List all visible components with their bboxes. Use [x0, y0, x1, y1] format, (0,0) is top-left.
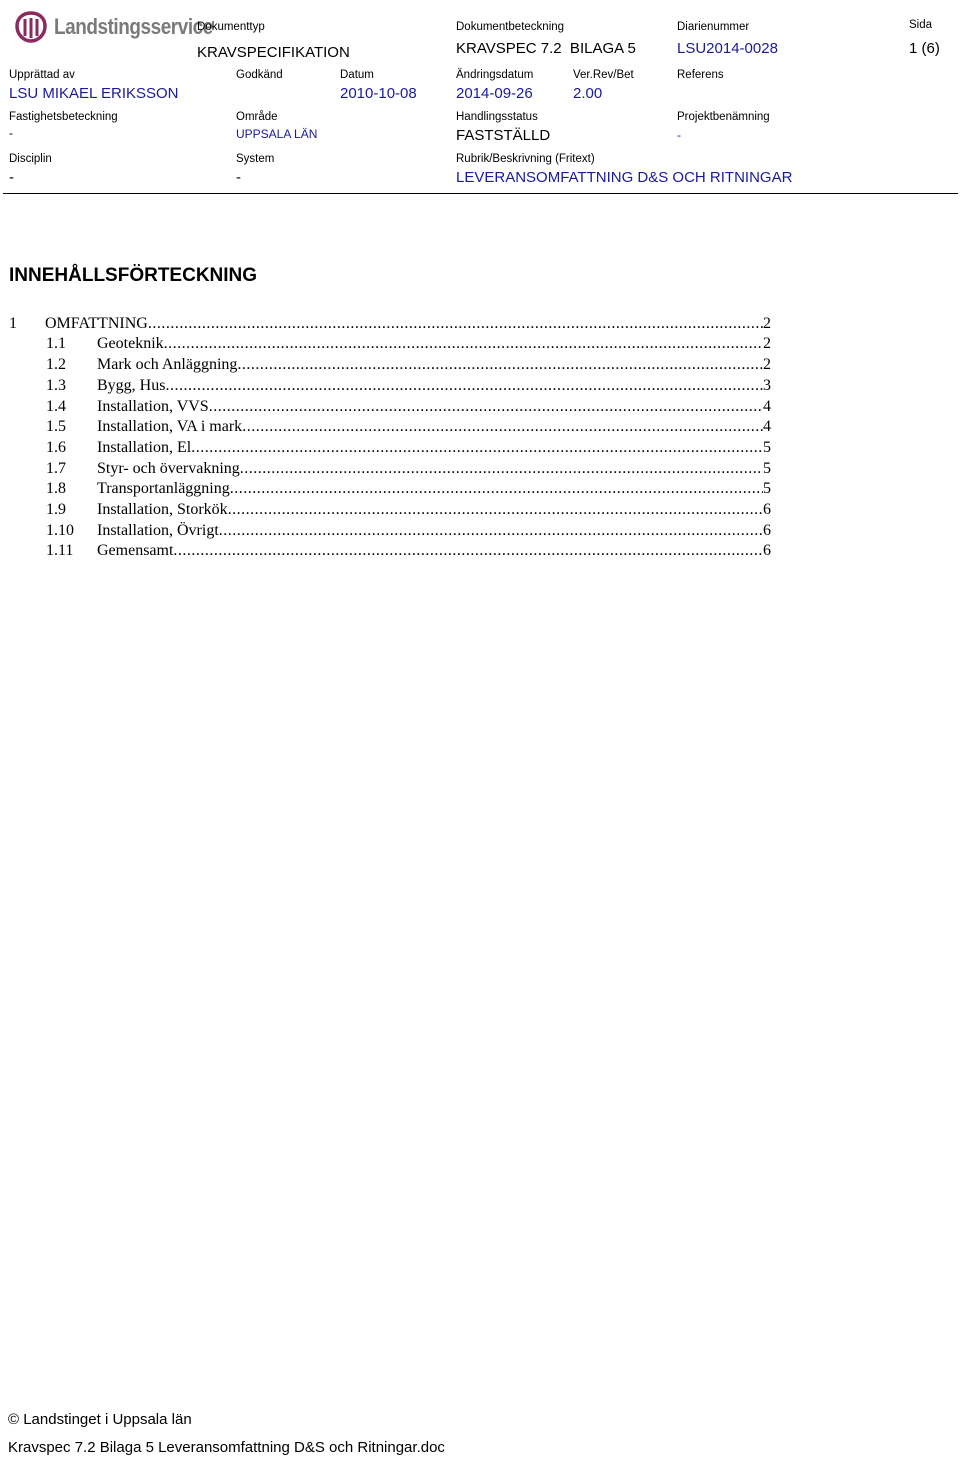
toc-leader [164, 335, 763, 353]
omrade-label: Område [236, 111, 278, 123]
toc-title: INNEHÅLLSFÖRTECKNING [9, 265, 258, 286]
toc-leader [230, 480, 763, 498]
disciplin-value: - [9, 169, 14, 186]
godkand-label: Godkänd [236, 69, 283, 81]
dokumenttyp-label: Dokumenttyp [197, 21, 265, 33]
toc-entry-number: 1.6 [46, 439, 66, 456]
sida-value: 1 (6) [909, 40, 940, 57]
toc-entry-page: 2 [763, 315, 771, 332]
system-label: System [236, 153, 275, 165]
dokumenttyp-value: KRAVSPECIFIKATION [197, 44, 350, 61]
datum-label: Datum [340, 69, 374, 81]
toc-entry-page: 5 [763, 460, 771, 477]
landstingsservice-logo-icon [14, 10, 48, 44]
footer-copyright: © Landstinget i Uppsala län [8, 1411, 192, 1428]
toc-leader [209, 398, 763, 416]
toc-entry-title: Installation, VA i mark [97, 418, 243, 435]
sida-label: Sida [909, 19, 933, 31]
toc-entry-title: Installation, El [97, 439, 192, 456]
toc-entry[interactable] [9, 437, 771, 457]
fastighet-value: - [9, 126, 13, 140]
omrade-value: UPPSALA LÄN [236, 127, 318, 141]
toc-entry-page: 5 [763, 480, 771, 497]
toc-entry[interactable] [9, 416, 771, 436]
toc-entry-number: 1.10 [46, 522, 74, 539]
toc-entry-title: Bygg, Hus [97, 377, 166, 394]
toc-entry[interactable] [9, 354, 771, 374]
toc-entry[interactable] [9, 499, 771, 519]
toc-entry-number: 1.4 [46, 398, 66, 415]
projekt-value: - [677, 128, 681, 142]
diarienummer-label: Diarienummer [677, 21, 750, 33]
toc-entry-number: 1.8 [46, 480, 66, 497]
toc-entry-number: 1.7 [46, 460, 66, 477]
toc-entry-title: Installation, Övrigt [97, 522, 219, 539]
toc-entry-title: Installation, VVS [97, 398, 209, 415]
logo-text: Landstingsservice [54, 14, 213, 39]
toc-entry-number: 1.1 [46, 335, 66, 352]
toc-entry-number: 1.5 [46, 418, 66, 435]
referens-label: Referens [677, 69, 724, 81]
toc-leader [148, 315, 763, 333]
toc-entry[interactable] [9, 333, 771, 353]
toc-entry-page: 6 [763, 501, 771, 518]
toc-entry[interactable] [9, 375, 771, 395]
toc-leader [219, 522, 763, 540]
footer-filename: Kravspec 7.2 Bilaga 5 Leveransomfattning D&S och Ritningar.doc [8, 1439, 445, 1456]
toc-entry-title: Gemensamt [97, 542, 174, 559]
toc-entry-page: 6 [763, 542, 771, 559]
toc-entry-page: 6 [763, 522, 771, 539]
verrev-value: 2.00 [573, 85, 603, 102]
upprattad-value: LSU MIKAEL ERIKSSON [9, 85, 179, 102]
toc-entry[interactable] [9, 396, 771, 416]
toc-entry[interactable] [9, 313, 771, 333]
toc-leader [228, 501, 763, 519]
disciplin-label: Disciplin [9, 153, 52, 165]
toc-entry[interactable] [9, 540, 771, 560]
toc-entry-page: 4 [763, 418, 771, 435]
toc-entry-title: Installation, Storkök [97, 501, 228, 518]
toc-leader [165, 377, 763, 395]
toc-entry-page: 2 [763, 335, 771, 352]
handlingsstatus-value: FASTSTÄLLD [456, 127, 551, 144]
verrev-label: Ver.Rev/Bet [573, 69, 634, 81]
diarienummer-value: LSU2014-0028 [677, 40, 778, 57]
datum-value: 2010-10-08 [340, 85, 417, 102]
toc-entry-page: 3 [763, 377, 771, 394]
toc-entry-page: 5 [763, 439, 771, 456]
toc-entry-title: OMFATTNING [45, 315, 148, 332]
toc-entry-number: 1.11 [46, 542, 74, 559]
dokumentbeteckning-label: Dokumentbeteckning [456, 21, 565, 33]
toc-entry-number: 1.3 [46, 377, 66, 394]
system-value: - [236, 169, 241, 186]
projekt-label: Projektbenämning [677, 111, 770, 123]
andringsdatum-label: Ändringsdatum [456, 69, 534, 81]
toc-entry-number: 1.2 [46, 356, 66, 373]
toc-entry-number: 1 [9, 315, 17, 332]
toc-entry-number: 1.9 [46, 501, 66, 518]
toc-entry-title: Styr- och övervakning [97, 460, 240, 477]
dokumentbeteckning-value: KRAVSPEC 7.2 BILAGA 5 [456, 40, 636, 57]
rubrik-label: Rubrik/Beskrivning (Fritext) [456, 153, 595, 165]
rubrik-value: LEVERANSOMFATTNING D&S OCH RITNINGAR [456, 169, 793, 186]
toc-entry[interactable] [9, 520, 771, 540]
header-divider [3, 193, 958, 194]
toc-entry-title: Geoteknik [97, 335, 164, 352]
toc-entry-title: Mark och Anläggning [97, 356, 238, 373]
toc-leader [240, 460, 763, 478]
toc-leader [191, 439, 763, 457]
toc-entry-page: 4 [763, 398, 771, 415]
toc-entry[interactable] [9, 478, 771, 498]
toc-leader [237, 356, 763, 374]
upprattad-label: Upprättad av [9, 69, 75, 81]
handlingsstatus-label: Handlingsstatus [456, 111, 538, 123]
toc-leader [242, 418, 763, 436]
toc-leader [173, 542, 763, 560]
toc-entry-title: Transportanläggning [97, 480, 230, 497]
fastighet-label: Fastighetsbeteckning [9, 111, 118, 123]
toc-entry[interactable] [9, 458, 771, 478]
andringsdatum-value: 2014-09-26 [456, 85, 533, 102]
toc-entry-page: 2 [763, 356, 771, 373]
